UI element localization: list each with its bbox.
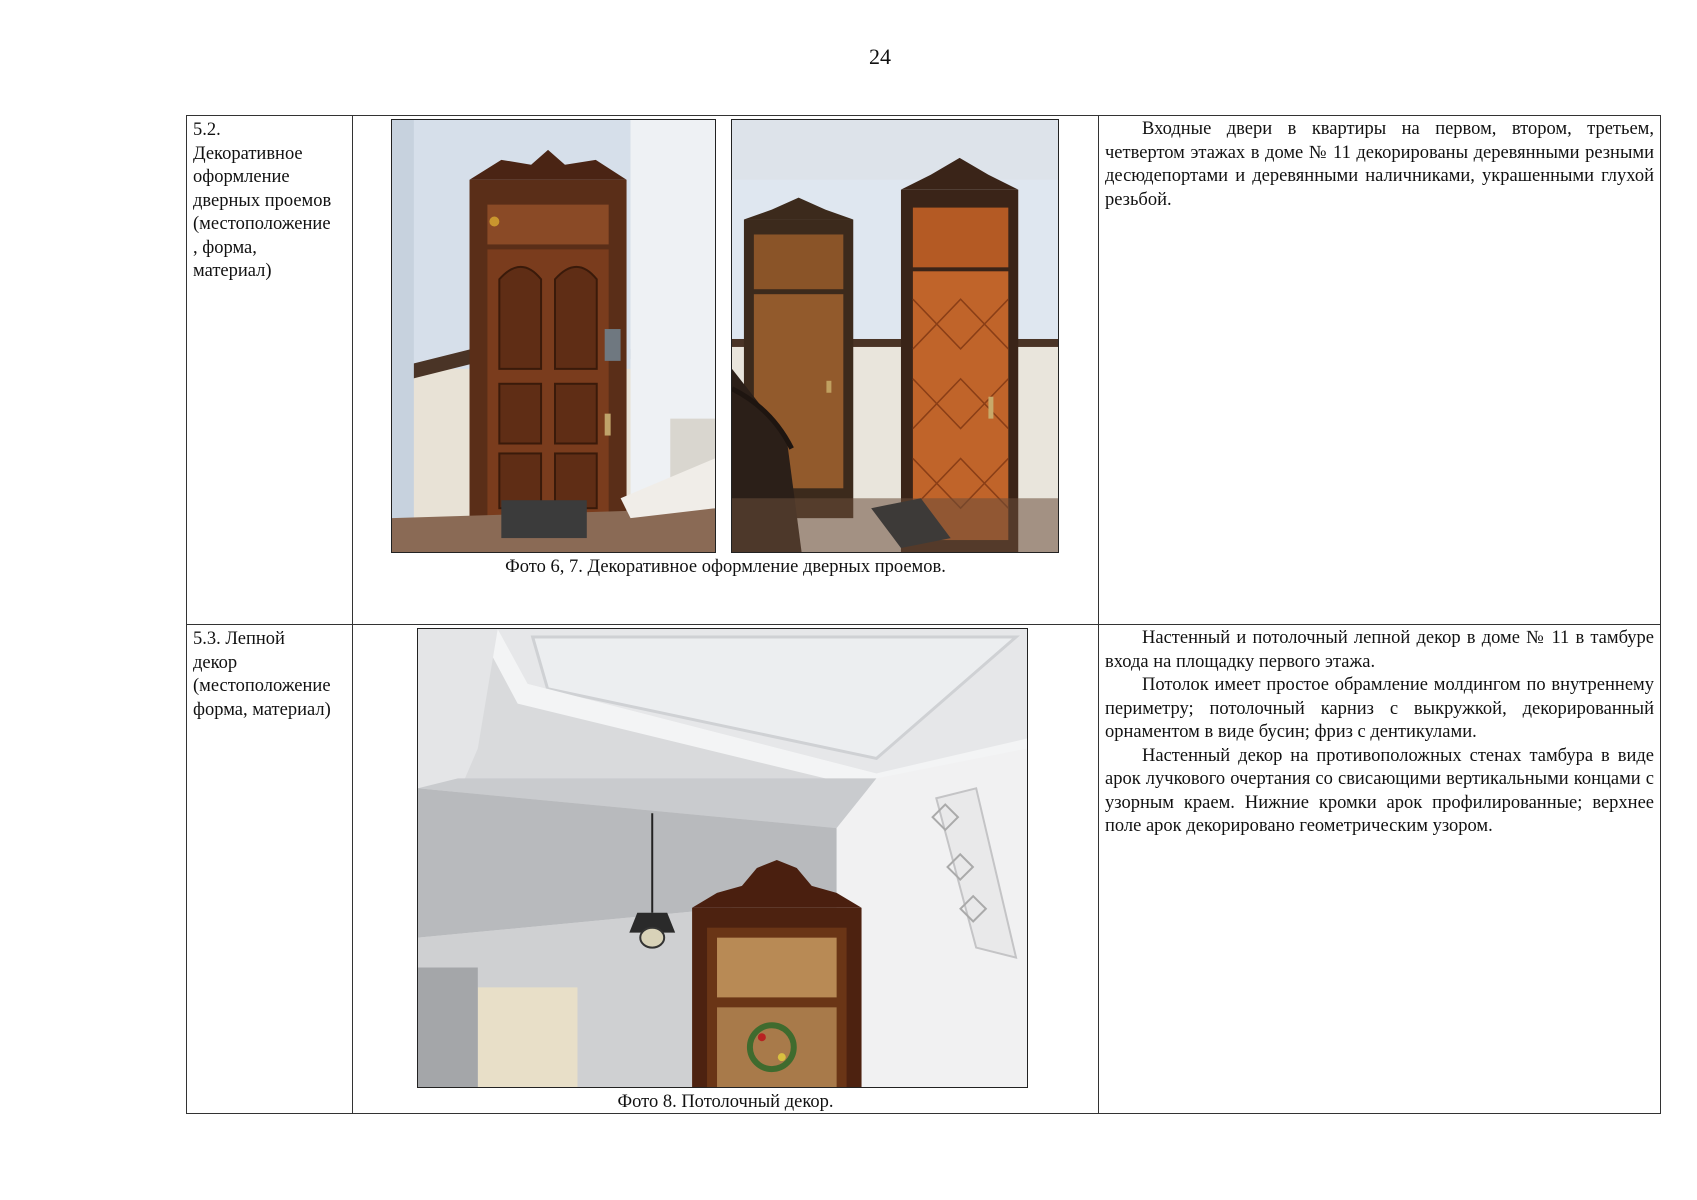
description-paragraph: Настенный декор на противоположных стенах тамбура в виде арок лучкового очертания со свисающими вертикальными концами с узорным краем. Нижние кромки арок профилированные; верхнее поле арок декорировано геометрическим узором. (1105, 745, 1654, 836)
heritage-table (186, 115, 1661, 1114)
photo-cell (353, 116, 1099, 625)
photo-caption: Фото 8. Потолочный декор. (617, 1092, 834, 1112)
photo-caption: Фото 6, 7. Декоративное оформление дверных проемов. (505, 557, 946, 577)
description-cell (1099, 116, 1661, 625)
table-row (187, 116, 1661, 625)
description (1099, 625, 1660, 839)
page-number: 24 (869, 44, 891, 69)
description-paragraph: Потолок имеет простое обрамление молдингом по внутреннему периметру; потолочный карниз с выкружкой, декорированный орнаментом в виде бусин; фриз с дентикулами. (1105, 675, 1654, 742)
description-paragraph: Входные двери в квартиры на первом, втором, третьем, четвертом этажах в доме № 11 декорированы деревянными резными десюдепортами и деревянными наличниками, украшенными глухой резьбой. (1105, 119, 1654, 210)
row-label: 5.3. Лепной декор (местоположение форма, материал) (193, 629, 331, 720)
photo-door-carved (391, 119, 716, 553)
photo-doors-pair (731, 119, 1059, 553)
description-paragraph: Настенный и потолочный лепной декор в доме № 11 в тамбуре входа на площадку первого этажа. (1105, 628, 1654, 672)
row-label: 5.2. Декоративное оформление дверных проемов (местоположение , форма, материал) (193, 120, 332, 281)
description (1099, 116, 1660, 212)
row-label-cell (187, 625, 353, 1114)
photo-cell (353, 625, 1099, 1114)
photo-ceiling-decor (417, 628, 1028, 1088)
table-row (187, 625, 1661, 1114)
description-cell (1099, 625, 1661, 1114)
row-label-cell (187, 116, 353, 625)
